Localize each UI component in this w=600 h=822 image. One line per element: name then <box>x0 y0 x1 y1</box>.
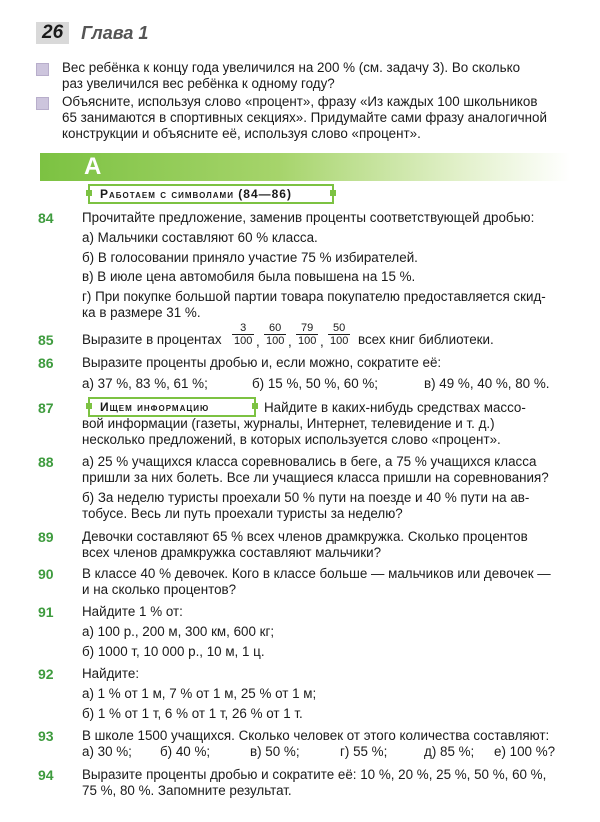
section-a-banner <box>40 153 570 181</box>
option: в) 50 %; <box>250 744 300 759</box>
option: г) 55 %; <box>340 744 388 759</box>
square-bullet-icon <box>36 63 49 76</box>
problem-text: Найдите: <box>82 666 140 681</box>
problem-text: б) За неделю туристы проехали 50 % пути на поезде и 40 % пути на ав- <box>82 490 530 505</box>
problem-text: б) 1000 т, 10 000 р., 10 м, 1 ц. <box>82 644 265 659</box>
problem-text: и на сколько процентов? <box>82 582 237 597</box>
problem-number: 84 <box>38 210 54 226</box>
info-heading: Ищем информацию <box>100 400 210 414</box>
fraction: $\frac{79}{100}$ <box>298 322 317 347</box>
problem-text: Выразите в процентах <box>82 332 222 347</box>
problem-text: а) 100 р., 200 м, 300 км, 600 кг; <box>82 624 275 639</box>
page-header <box>36 22 148 44</box>
fraction: $\frac{3}{100}$ <box>234 322 253 347</box>
box-marker-icon <box>252 403 258 409</box>
problem-text: Прочитайте предложение, заменив проценты соответствующей дробью: <box>82 210 535 225</box>
fraction: $\frac{60}{100}$ <box>266 322 285 347</box>
problem-number: 87 <box>38 400 54 416</box>
problem-text: Выразите проценты дробью и, если можно, сократите её: <box>82 355 442 370</box>
symbols-heading-box <box>88 184 334 204</box>
problem-number: 91 <box>38 604 54 620</box>
box-marker-icon <box>86 403 92 409</box>
problem-text: Выразите проценты дробью и сократите её: 10 %, 20 %, 25 %, 50 %, 60 %, <box>82 767 547 782</box>
text-line: 65 занимаются в спортивных секциях». Придумайте сами фразу аналогичной <box>62 110 547 125</box>
problem-number: 89 <box>38 529 54 545</box>
text-line: раз увеличился вес ребёнка к одному году? <box>62 76 335 91</box>
problem-number: 93 <box>38 728 54 744</box>
box-marker-icon <box>330 190 336 196</box>
intro-question-2 <box>62 94 572 142</box>
problem-text: в) В июле цена автомобиля была повышена на 15 %. <box>82 269 416 284</box>
option: б) 40 %; <box>160 744 211 759</box>
text-line: конструкции и объясните её, используя слово «процент». <box>62 126 421 141</box>
info-heading-box <box>88 397 256 417</box>
problem-text: всех книг библиотеки. <box>358 332 494 347</box>
symbols-heading: Работаем с символами (84—86) <box>100 187 292 201</box>
option: а) 30 %; <box>82 744 132 759</box>
section-letter: А <box>84 153 102 180</box>
problem-text: б) 1 % от 1 т, 6 % от 1 т, 26 % от 1 т. <box>82 706 303 721</box>
problem-text: а) Мальчики составляют 60 % класса. <box>82 230 318 245</box>
option: е) 100 %? <box>494 744 556 759</box>
problem-text: 75 %, 80 %. Запомните результат. <box>82 783 292 798</box>
option: д) 85 %; <box>424 744 475 759</box>
problem-text: всех членов драмкружка составляют мальчики? <box>82 545 382 560</box>
problem-text: тобусе. Весь ли путь проехали туристы за неделю? <box>82 506 403 521</box>
comma: , <box>320 334 324 349</box>
problem-text: Девочки составляют 65 % всех членов драмкружка. Сколько процентов <box>82 529 528 544</box>
problem-text: В классе 40 % девочек. Кого в классе больше — мальчиков или девочек — <box>82 566 551 581</box>
problem-text: вой информации (газеты, журналы, Интернет, телевидение и т. д.) <box>82 416 495 431</box>
problem-number: 94 <box>38 767 54 783</box>
option-a: а) 37 %, 83 %, 61 %; <box>82 376 208 391</box>
page-number: 26 <box>36 22 69 44</box>
problem-number: 86 <box>38 355 54 371</box>
box-marker-icon <box>86 190 92 196</box>
intro-question-1 <box>62 60 572 92</box>
problem-text: ка в размере 31 %. <box>82 305 201 320</box>
problem-text: В школе 1500 учащихся. Сколько человек от этого количества составляют: <box>82 728 550 743</box>
chapter-title: Глава 1 <box>81 23 149 43</box>
square-bullet-icon <box>36 97 49 110</box>
problem-number: 85 <box>38 332 54 348</box>
problem-text: пришли за них болеть. Все ли учащиеся класса пришли на соревнования? <box>82 470 549 485</box>
text-line: Объясните, используя слово «процент», фразу «Из каждых 100 школьников <box>62 94 538 109</box>
problem-text: а) 25 % учащихся класса соревновались в беге, а 75 % учащихся класса <box>82 454 537 469</box>
problem-text: б) В голосовании приняло участие 75 % избирателей. <box>82 250 418 265</box>
problem-text: несколько предложений, в которых используется слово «процент». <box>82 432 501 447</box>
comma: , <box>256 334 260 349</box>
problem-text: Найдите 1 % от: <box>82 604 183 619</box>
text-line: Вес ребёнка к концу года увеличился на 200 % (см. задачу 3). Во сколько <box>62 60 521 75</box>
fraction: $\frac{50}{100}$ <box>330 322 349 347</box>
problem-number: 88 <box>38 454 54 470</box>
problem-number: 90 <box>38 566 54 582</box>
problem-text: г) При покупке большой партии товара покупателю предоставляется скид- <box>82 289 546 304</box>
section-gradient-bar <box>40 153 570 181</box>
option-c: в) 49 %, 40 %, 80 %. <box>424 376 550 391</box>
option-b: б) 15 %, 50 %, 60 %; <box>252 376 379 391</box>
problem-text: Найдите в каких-нибудь средствах массо- <box>264 400 526 415</box>
comma: , <box>288 334 292 349</box>
problem-number: 92 <box>38 666 54 682</box>
problem-text: а) 1 % от 1 м, 7 % от 1 м, 25 % от 1 м; <box>82 686 317 701</box>
